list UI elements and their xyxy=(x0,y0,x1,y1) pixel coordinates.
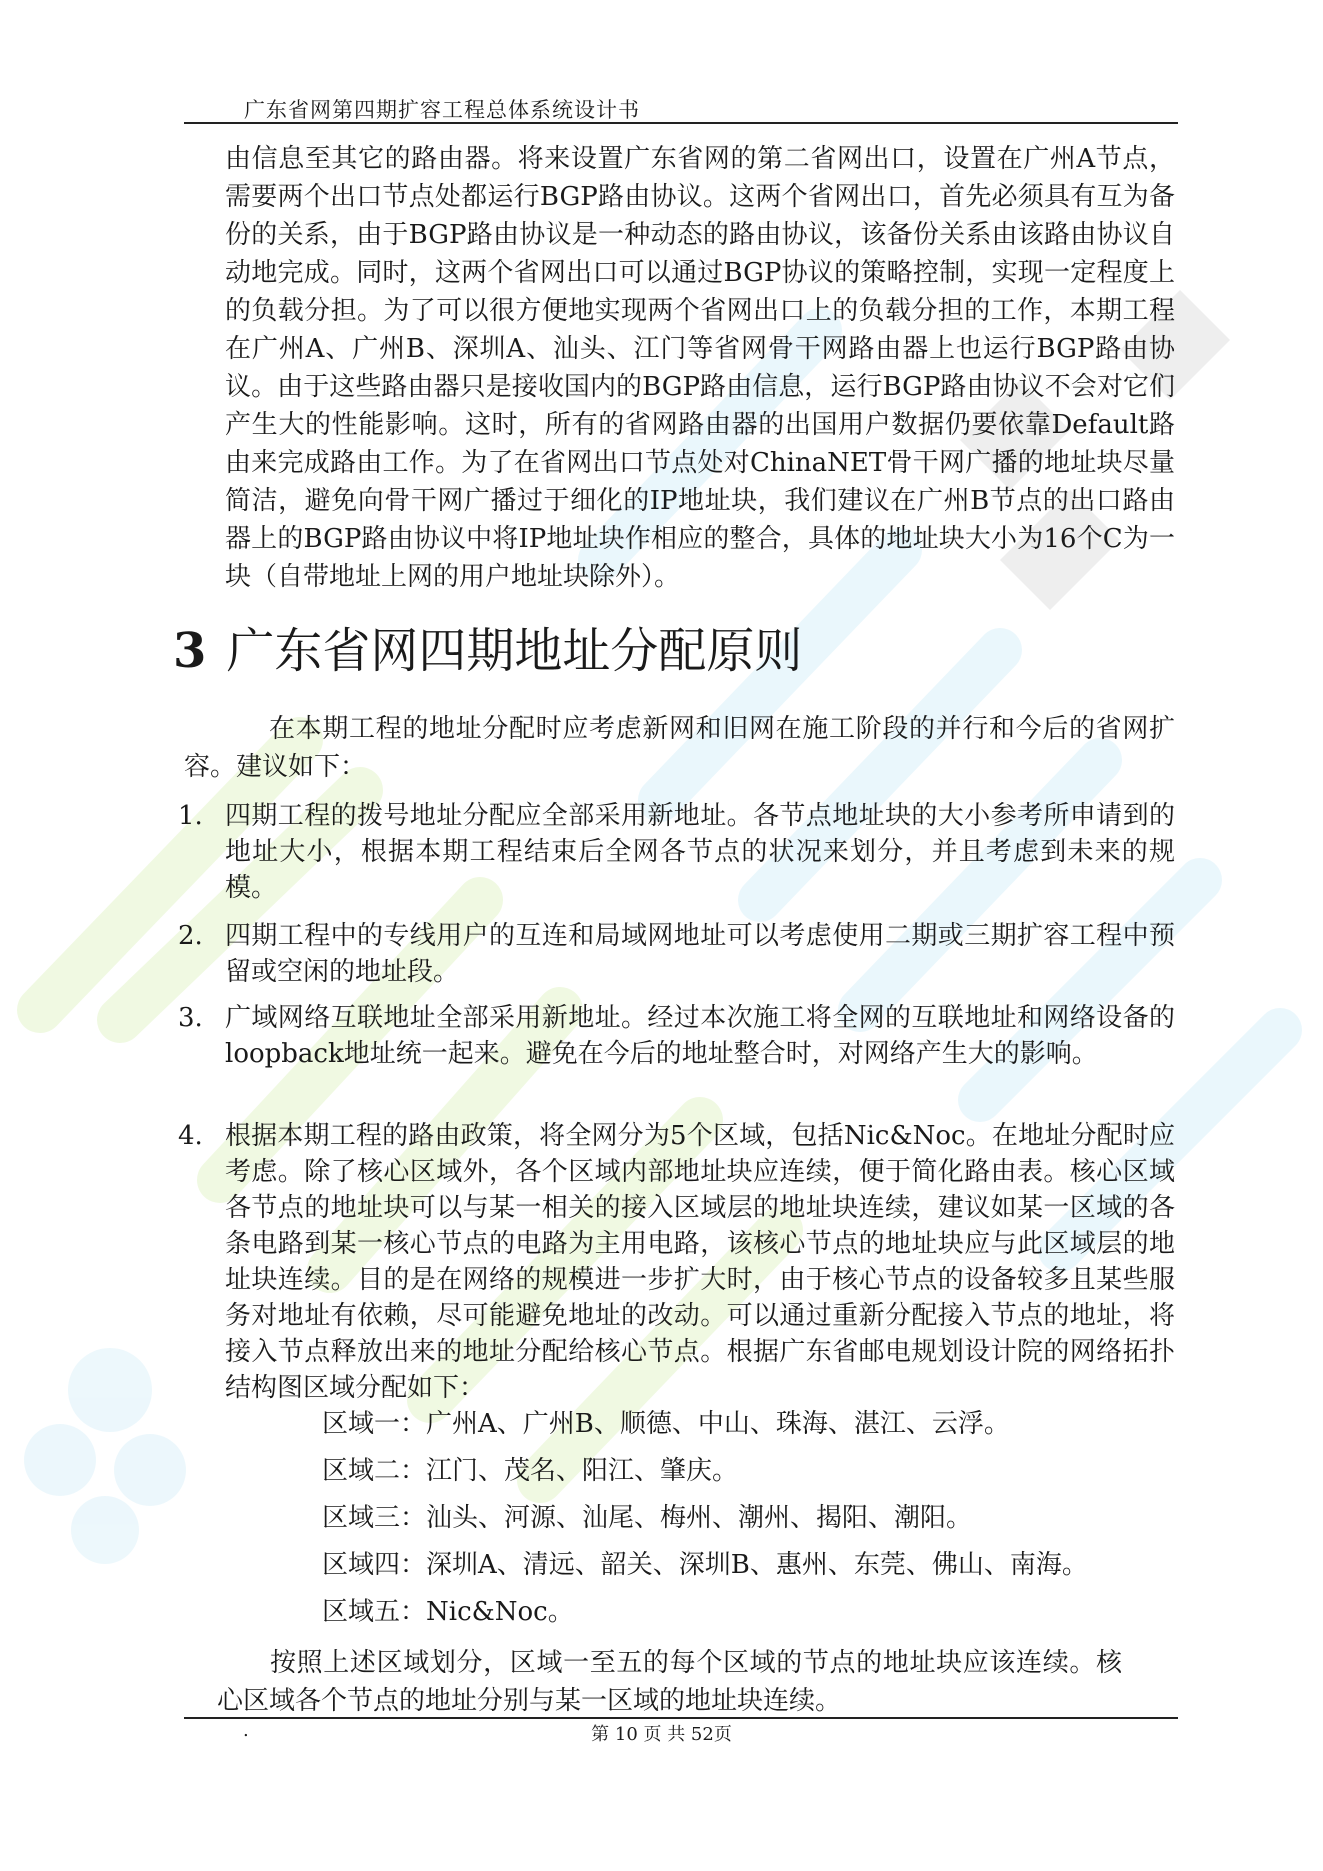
list-item-text: 四期工程中的专线用户的互连和局域网地址可以考虑使用二期或三期扩容工程中预留或空闲的地址段。 xyxy=(225,921,1175,987)
list-item-text: 根据本期工程的路由政策，将全网分为5个区域，包括Nic&Noc。在地址分配时应考虑。除了核心区域外，各个区域内部地址块应连续，便于简化路由表。核心区域各节点的地址块可以与某一相关的接入区域层的地址块连续，建议如某一区域的各条电路到某一核心节点的电路为主用电路，该核心节点的地址块应与此区域层的地址块连续。目的是在网络的规模进一步扩大时，由于核心节点的设备较多且某些服务对地址有依赖，尽可能避免地址的改动。可以通过重新分配接入节点的地址，将接入节点释放出来的地址分配给核心节点。根据广东省邮电规划设计院的网络拓扑结构图区域分配如下： xyxy=(225,1121,1175,1403)
section-number: 3 xyxy=(173,623,207,679)
intro-paragraph: 在本期工程的地址分配时应考虑新网和旧网在施工阶段的并行和今后的省网扩容。建议如下： xyxy=(184,714,1175,782)
region-line: 区域一：广州A、广州B、顺德、中山、珠海、湛江、云浮。 xyxy=(322,1409,1010,1439)
closing-paragraph: 按照上述区域划分，区域一至五的每个区域的节点的地址块应该连续。核心区域各个节点的地址分别与某一区域的地址块连续。 xyxy=(217,1648,1122,1716)
region-line: 区域四：深圳A、清远、韶关、深圳B、惠州、东莞、佛山、南海。 xyxy=(322,1550,1088,1580)
list-item-text: 四期工程的拨号地址分配应全部采用新地址。各节点地址块的大小参考所申请到的地址大小，根据本期工程结束后全网各节点的状况来划分，并且考虑到未来的规模。 xyxy=(225,801,1175,903)
list-item-number: 4. xyxy=(178,1121,203,1151)
footer-divider xyxy=(184,1717,1178,1719)
region-line: 区域三：汕头、河源、汕尾、梅州、潮州、揭阳、潮阳。 xyxy=(322,1503,973,1533)
list-item-number: 1. xyxy=(178,801,203,831)
body-paragraph: 由信息至其它的路由器。将来设置广东省网的第二省网出口，设置在广州A节点，需要两个出口节点处都运行BGP路由协议。这两个省网出口，首先必须具有互为备份的关系，由于BGP路由协议是一种动态的路由协议，该备份关系由该路由协议自动地完成。同时，这两个省网出口可以通过BGP协议的策略控制，实现一定程度上的负载分担。为了可以很方便地实现两个省网出口上的负载分担的工作，本期工程在广州A、广州B、深圳A、汕头、江门等省网骨干网路由器上也运行BGP路由协议。由于这些路由器只是接收国内的BGP路由信息，运行BGP路由协议不会对它们产生大的性能影响。这时，所有的省网路由器的出国用户数据仍要依靠Default路由来完成路由工作。为了在省网出口节点处对ChinaNET骨干网广播的地址块尽量简洁，避免向骨干网广播过于细化的IP地址块，我们建议在广州B节点的出口路由器上的BGP路由协议中将IP地址块作相应的整合，具体的地址块大小为16个C为一块（自带地址上网的用户地址块除外）。 xyxy=(225,144,1175,592)
section-heading xyxy=(173,612,802,681)
document-header-title: 广东省网第四期扩容工程总体系统设计书 xyxy=(244,98,640,122)
list-item-number: 2. xyxy=(178,921,203,951)
page-number: 第 10 页 共 52页 xyxy=(591,1724,732,1745)
list-item xyxy=(178,798,1175,906)
list-item-number: 3. xyxy=(178,1003,203,1033)
region-line: 区域二：江门、茂名、阳江、肇庆。 xyxy=(322,1456,739,1486)
list-item xyxy=(178,1118,1175,1406)
region-line: 区域五：Nic&Noc。 xyxy=(322,1597,574,1627)
section-title: 广东省网四期地址分配原则 xyxy=(226,623,803,679)
list-item-text: 广域网络互联地址全部采用新地址。经过本次施工将全网的互联地址和网络设备的loopback地址统一起来。避免在今后的地址整合时，对网络产生大的影响。 xyxy=(225,1003,1175,1069)
list-item xyxy=(178,1000,1175,1072)
header-divider xyxy=(184,122,1178,124)
list-item xyxy=(178,918,1175,990)
footer-mark: . xyxy=(243,1720,249,1741)
